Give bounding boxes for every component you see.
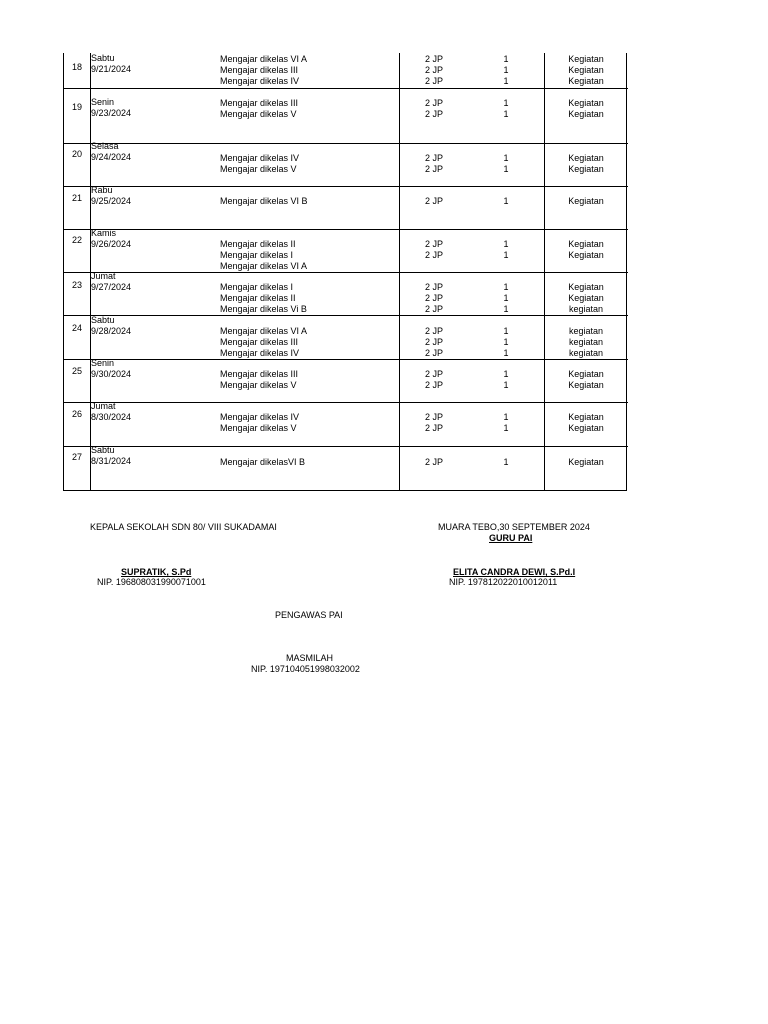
quantity-value: 1	[503, 98, 509, 108]
note-text: Kegiatan	[568, 423, 604, 433]
quantity-value: 1	[503, 369, 509, 379]
jp-value: 2 JP	[424, 65, 443, 75]
activity-text: Mengajar dikelas Vi B	[220, 304, 307, 314]
note-text: Kegiatan	[568, 76, 604, 86]
activity-text: Mengajar dikelas III	[220, 98, 299, 108]
row-number: 27	[71, 452, 82, 462]
jp-value: 2 JP	[424, 348, 443, 358]
quantity-value: 1	[503, 457, 509, 467]
jp-value: 2 JP	[424, 196, 443, 206]
note-text: kegiatan	[568, 348, 604, 358]
table-row	[64, 53, 626, 88]
quantity-value: 1	[503, 423, 509, 433]
note-text: Kegiatan	[568, 54, 604, 64]
quantity-value: 1	[503, 65, 509, 75]
jp-value: 2 JP	[424, 337, 443, 347]
jp-value: 2 JP	[424, 54, 443, 64]
jp-value: 2 JP	[424, 250, 443, 260]
activity-text: Mengajar dikelas VI A	[220, 326, 308, 336]
activity-text: Mengajar dikelas I	[220, 250, 294, 260]
jp-value: 2 JP	[424, 98, 443, 108]
day-name: Senin	[91, 97, 115, 107]
activity-text: Mengajar dikelas III	[220, 369, 299, 379]
note-text: Kegiatan	[568, 250, 604, 260]
jp-value: 2 JP	[424, 380, 443, 390]
day-name: Selasa	[91, 141, 119, 151]
quantity-value: 1	[503, 337, 509, 347]
activity-text: Mengajar dikelas VI A	[220, 54, 308, 64]
row-number: 19	[71, 102, 82, 112]
quantity-value: 1	[503, 250, 509, 260]
table-row	[64, 359, 626, 402]
jp-value: 2 JP	[424, 153, 443, 163]
note-text: Kegiatan	[568, 412, 604, 422]
activity-text: Mengajar dikelas V	[220, 164, 297, 174]
teacher-nip: NIP. 197812022010012011	[449, 577, 558, 587]
quantity-value	[472, 261, 540, 272]
note-text: kegiatan	[568, 326, 604, 336]
date: 9/26/2024	[91, 239, 132, 249]
row-number: 20	[71, 149, 82, 159]
note-text: Kegiatan	[568, 457, 604, 467]
activity-text: Mengajar dikelas IV	[220, 348, 300, 358]
table-row	[64, 229, 626, 272]
quantity-value: 1	[503, 239, 509, 249]
activity-text: Mengajar dikelas II	[220, 239, 296, 249]
activity-text: Mengajar dikelas IV	[220, 76, 300, 86]
note-text	[545, 261, 627, 272]
jp-value: 2 JP	[424, 369, 443, 379]
activity-text: Mengajar dikelas II	[220, 293, 296, 303]
note-text: Kegiatan	[568, 380, 604, 390]
day-name: Jumat	[91, 401, 116, 411]
quantity-value: 1	[503, 109, 509, 119]
note-text: Kegiatan	[568, 282, 604, 292]
note-text: Kegiatan	[568, 196, 604, 206]
row-number: 26	[71, 409, 82, 419]
date: 8/31/2024	[91, 456, 132, 466]
jp-value: 2 JP	[424, 76, 443, 86]
row-number: 24	[71, 323, 82, 333]
note-text: Kegiatan	[568, 153, 604, 163]
quantity-value: 1	[503, 282, 509, 292]
supervisor-title: PENGAWAS PAI	[275, 610, 343, 620]
table-row	[64, 186, 626, 229]
activity-text: Mengajar dikelasVI B	[220, 457, 306, 467]
row-number: 22	[71, 235, 82, 245]
date: 9/30/2024	[91, 369, 132, 379]
day-name: Sabtu	[91, 315, 115, 325]
jp-value: 2 JP	[424, 109, 443, 119]
quantity-value: 1	[503, 326, 509, 336]
note-text: Kegiatan	[568, 65, 604, 75]
principal-nip: NIP. 196808031990071001	[97, 577, 206, 587]
note-text: Kegiatan	[568, 239, 604, 249]
quantity-value: 1	[503, 196, 509, 206]
quantity-value: 1	[503, 153, 509, 163]
day-name: Sabtu	[91, 445, 115, 455]
supervisor-name: MASMILAH	[286, 653, 334, 663]
activity-text: Mengajar dikelas IV	[220, 153, 300, 163]
row-number: 21	[71, 193, 82, 203]
jp-value: 2 JP	[424, 423, 443, 433]
activity-text: Mengajar dikelas IV	[220, 412, 300, 422]
day-name: Kamis	[91, 228, 117, 238]
date: 9/23/2024	[91, 108, 132, 118]
activity-text: Mengajar dikelas V	[220, 380, 297, 390]
row-number: 25	[71, 366, 82, 376]
quantity-value: 1	[503, 164, 509, 174]
principal-title: KEPALA SEKOLAH SDN 80/ VIII SUKADAMAI	[90, 522, 277, 532]
activity-text: Mengajar dikelas VI A	[220, 261, 308, 271]
note-text: Kegiatan	[568, 293, 604, 303]
note-text: kegiatan	[568, 304, 604, 314]
table-row	[64, 446, 626, 491]
jp-value: 2 JP	[424, 239, 443, 249]
note-text: Kegiatan	[568, 109, 604, 119]
note-text: Kegiatan	[568, 369, 604, 379]
jp-value: 2 JP	[424, 412, 443, 422]
activity-text: Mengajar dikelas VI B	[220, 196, 308, 206]
date: 9/27/2024	[91, 282, 132, 292]
note-text: Kegiatan	[568, 98, 604, 108]
row-divider	[64, 88, 91, 89]
jp-value: 2 JP	[424, 293, 443, 303]
quantity-value: 1	[503, 76, 509, 86]
quantity-value: 1	[503, 412, 509, 422]
jp-value	[399, 261, 469, 272]
jp-value: 2 JP	[424, 282, 443, 292]
quantity-value: 1	[503, 54, 509, 64]
table-row	[64, 88, 626, 143]
quantity-value: 1	[503, 293, 509, 303]
jp-value: 2 JP	[424, 326, 443, 336]
date: 8/30/2024	[91, 412, 132, 422]
date: 9/24/2024	[91, 152, 132, 162]
quantity-value: 1	[503, 304, 509, 314]
date: 9/21/2024	[91, 64, 132, 74]
day-name: Sabtu	[91, 53, 115, 63]
day-name: Senin	[91, 358, 115, 368]
activity-text: Mengajar dikelas V	[220, 423, 297, 433]
table-row	[64, 143, 626, 186]
activity-text: Mengajar dikelas V	[220, 109, 297, 119]
table-row	[64, 315, 626, 359]
note-text: Kegiatan	[568, 164, 604, 174]
date: 9/25/2024	[91, 196, 132, 206]
day-name: Jumat	[91, 271, 116, 281]
activity-table	[63, 53, 627, 491]
jp-value: 2 JP	[424, 164, 443, 174]
table-row	[64, 402, 626, 446]
day-name: Rabu	[91, 185, 113, 195]
jp-value: 2 JP	[424, 304, 443, 314]
activity-text: Mengajar dikelas I	[220, 282, 294, 292]
principal-name: SUPRATIK, S.Pd	[121, 567, 192, 577]
table-row	[64, 272, 626, 315]
row-number: 23	[71, 280, 82, 290]
date: 9/28/2024	[91, 326, 132, 336]
activity-text: Mengajar dikelas III	[220, 65, 299, 75]
quantity-value: 1	[503, 348, 509, 358]
jp-value: 2 JP	[424, 457, 443, 467]
teacher-title: GURU PAI	[489, 533, 533, 543]
activity-text: Mengajar dikelas III	[220, 337, 299, 347]
row-number: 18	[71, 62, 82, 72]
note-text: kegiatan	[568, 337, 604, 347]
teacher-name: ELITA CANDRA DEWI, S.Pd.I	[453, 567, 576, 577]
place-date: MUARA TEBO,30 SEPTEMBER 2024	[438, 522, 590, 532]
supervisor-nip: NIP. 197104051998032002	[251, 664, 360, 674]
quantity-value: 1	[503, 380, 509, 390]
